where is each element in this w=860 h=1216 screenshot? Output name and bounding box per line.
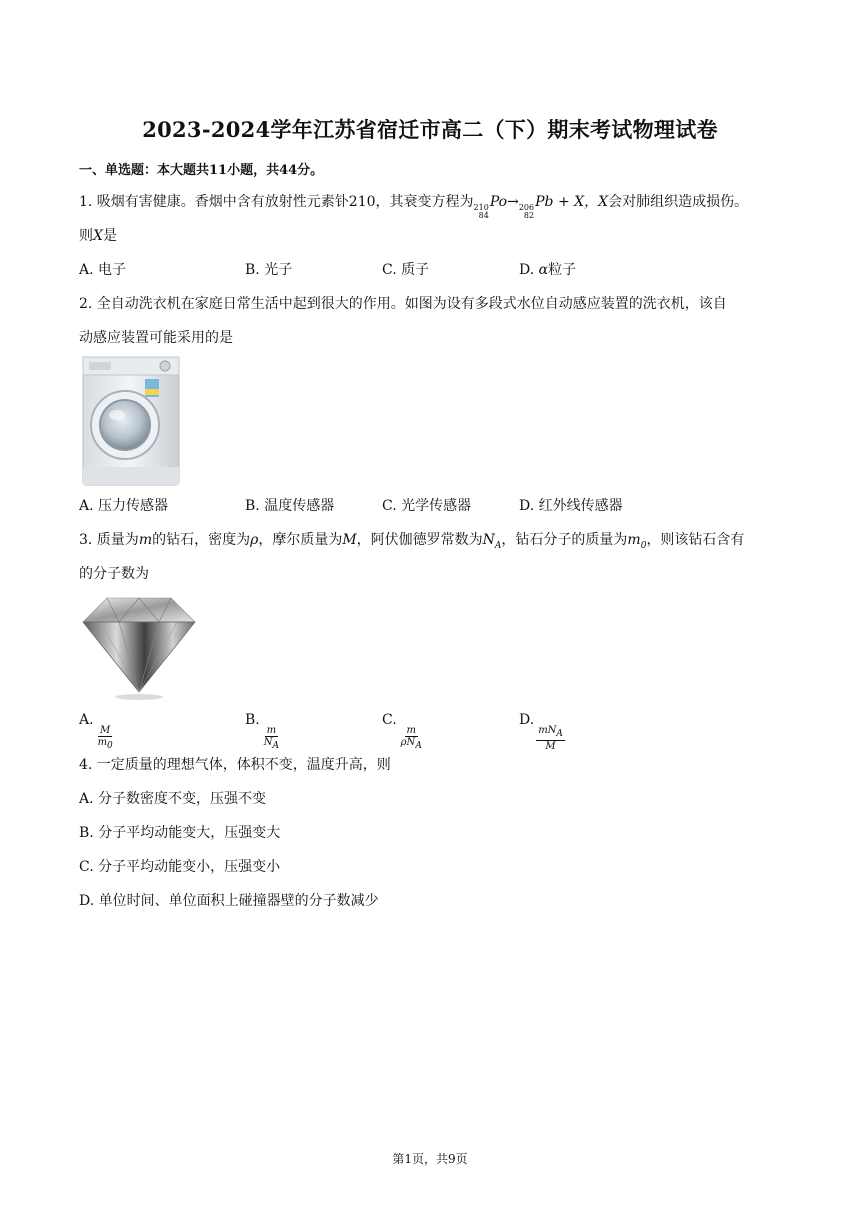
q2-option-a: A. 压力传感器: [79, 498, 169, 514]
section-heading: 一、单选题：本大题共11小题，共44分。: [79, 163, 324, 178]
q4-option-b: B. 分子平均动能变大，压强变大: [79, 825, 281, 841]
q3-option-a: A. $\frac{M}{m_0}$: [79, 712, 113, 751]
q2-stem-line1: 2. 全自动洗衣机在家庭日常生活中起到很大的作用。如图为设有多段式水位自动感应装置的洗衣机，该自: [79, 296, 727, 312]
q1-stem-line2: 则X是: [79, 228, 117, 244]
po-nuclide-numbers: 210 84: [473, 203, 489, 220]
q2-option-d: D. 红外线传感器: [519, 498, 623, 514]
q2-stem-line2: 动感应装置可能采用的是: [79, 330, 233, 346]
q1-option-a: A. 电子: [79, 262, 127, 278]
q3-stem-line1: 3. 质量为m的钻石，密度为ρ，摩尔质量为M，阿伏伽德罗常数为$N_A$，钻石分子的质量为$m_0$，则该钻石含有: [79, 532, 745, 551]
washing-machine-image: [79, 355, 183, 491]
q4-stem: 4. 一定质量的理想气体，体积不变，温度升高，则: [79, 757, 391, 773]
q4-option-d: D. 单位时间、单位面积上碰撞器壁的分子数减少: [79, 893, 379, 909]
q3-option-b: B. $\frac{m}{N_A}$: [245, 712, 279, 751]
page-title: 2023-2024学年江苏省宿迁市高二（下）期末考试物理试卷: [142, 117, 718, 142]
q1-option-b: B. 光子: [245, 262, 293, 278]
page-footer: 第1页，共9页: [392, 1152, 468, 1166]
q2-option-c: C. 光学传感器: [382, 498, 472, 514]
q3-option-d: D. $\frac{mN_A}{M}$: [519, 712, 563, 752]
q4-option-a: A. 分子数密度不变，压强不变: [79, 791, 267, 807]
q4-option-c: C. 分子平均动能变小，压强变小: [79, 859, 281, 875]
diamond-image: [79, 592, 199, 706]
q3-stem-line2: 的分子数为: [79, 566, 149, 582]
q1-option-c: C. 质子: [382, 262, 430, 278]
q1-stem-line1: 1. 吸烟有害健康。香烟中含有放射性元素钋210，其衰变方程为 210 84 Po→ 206 82 Pb + X，X会对肺组织造成损伤。: [79, 194, 749, 220]
q1-option-d: D. α粒子: [519, 262, 577, 278]
pb-nuclide-numbers: 206 82: [518, 203, 535, 220]
q2-option-b: B. 温度传感器: [245, 498, 335, 514]
q3-option-c: C. $\frac{m}{\rho N_A}$: [382, 712, 422, 751]
